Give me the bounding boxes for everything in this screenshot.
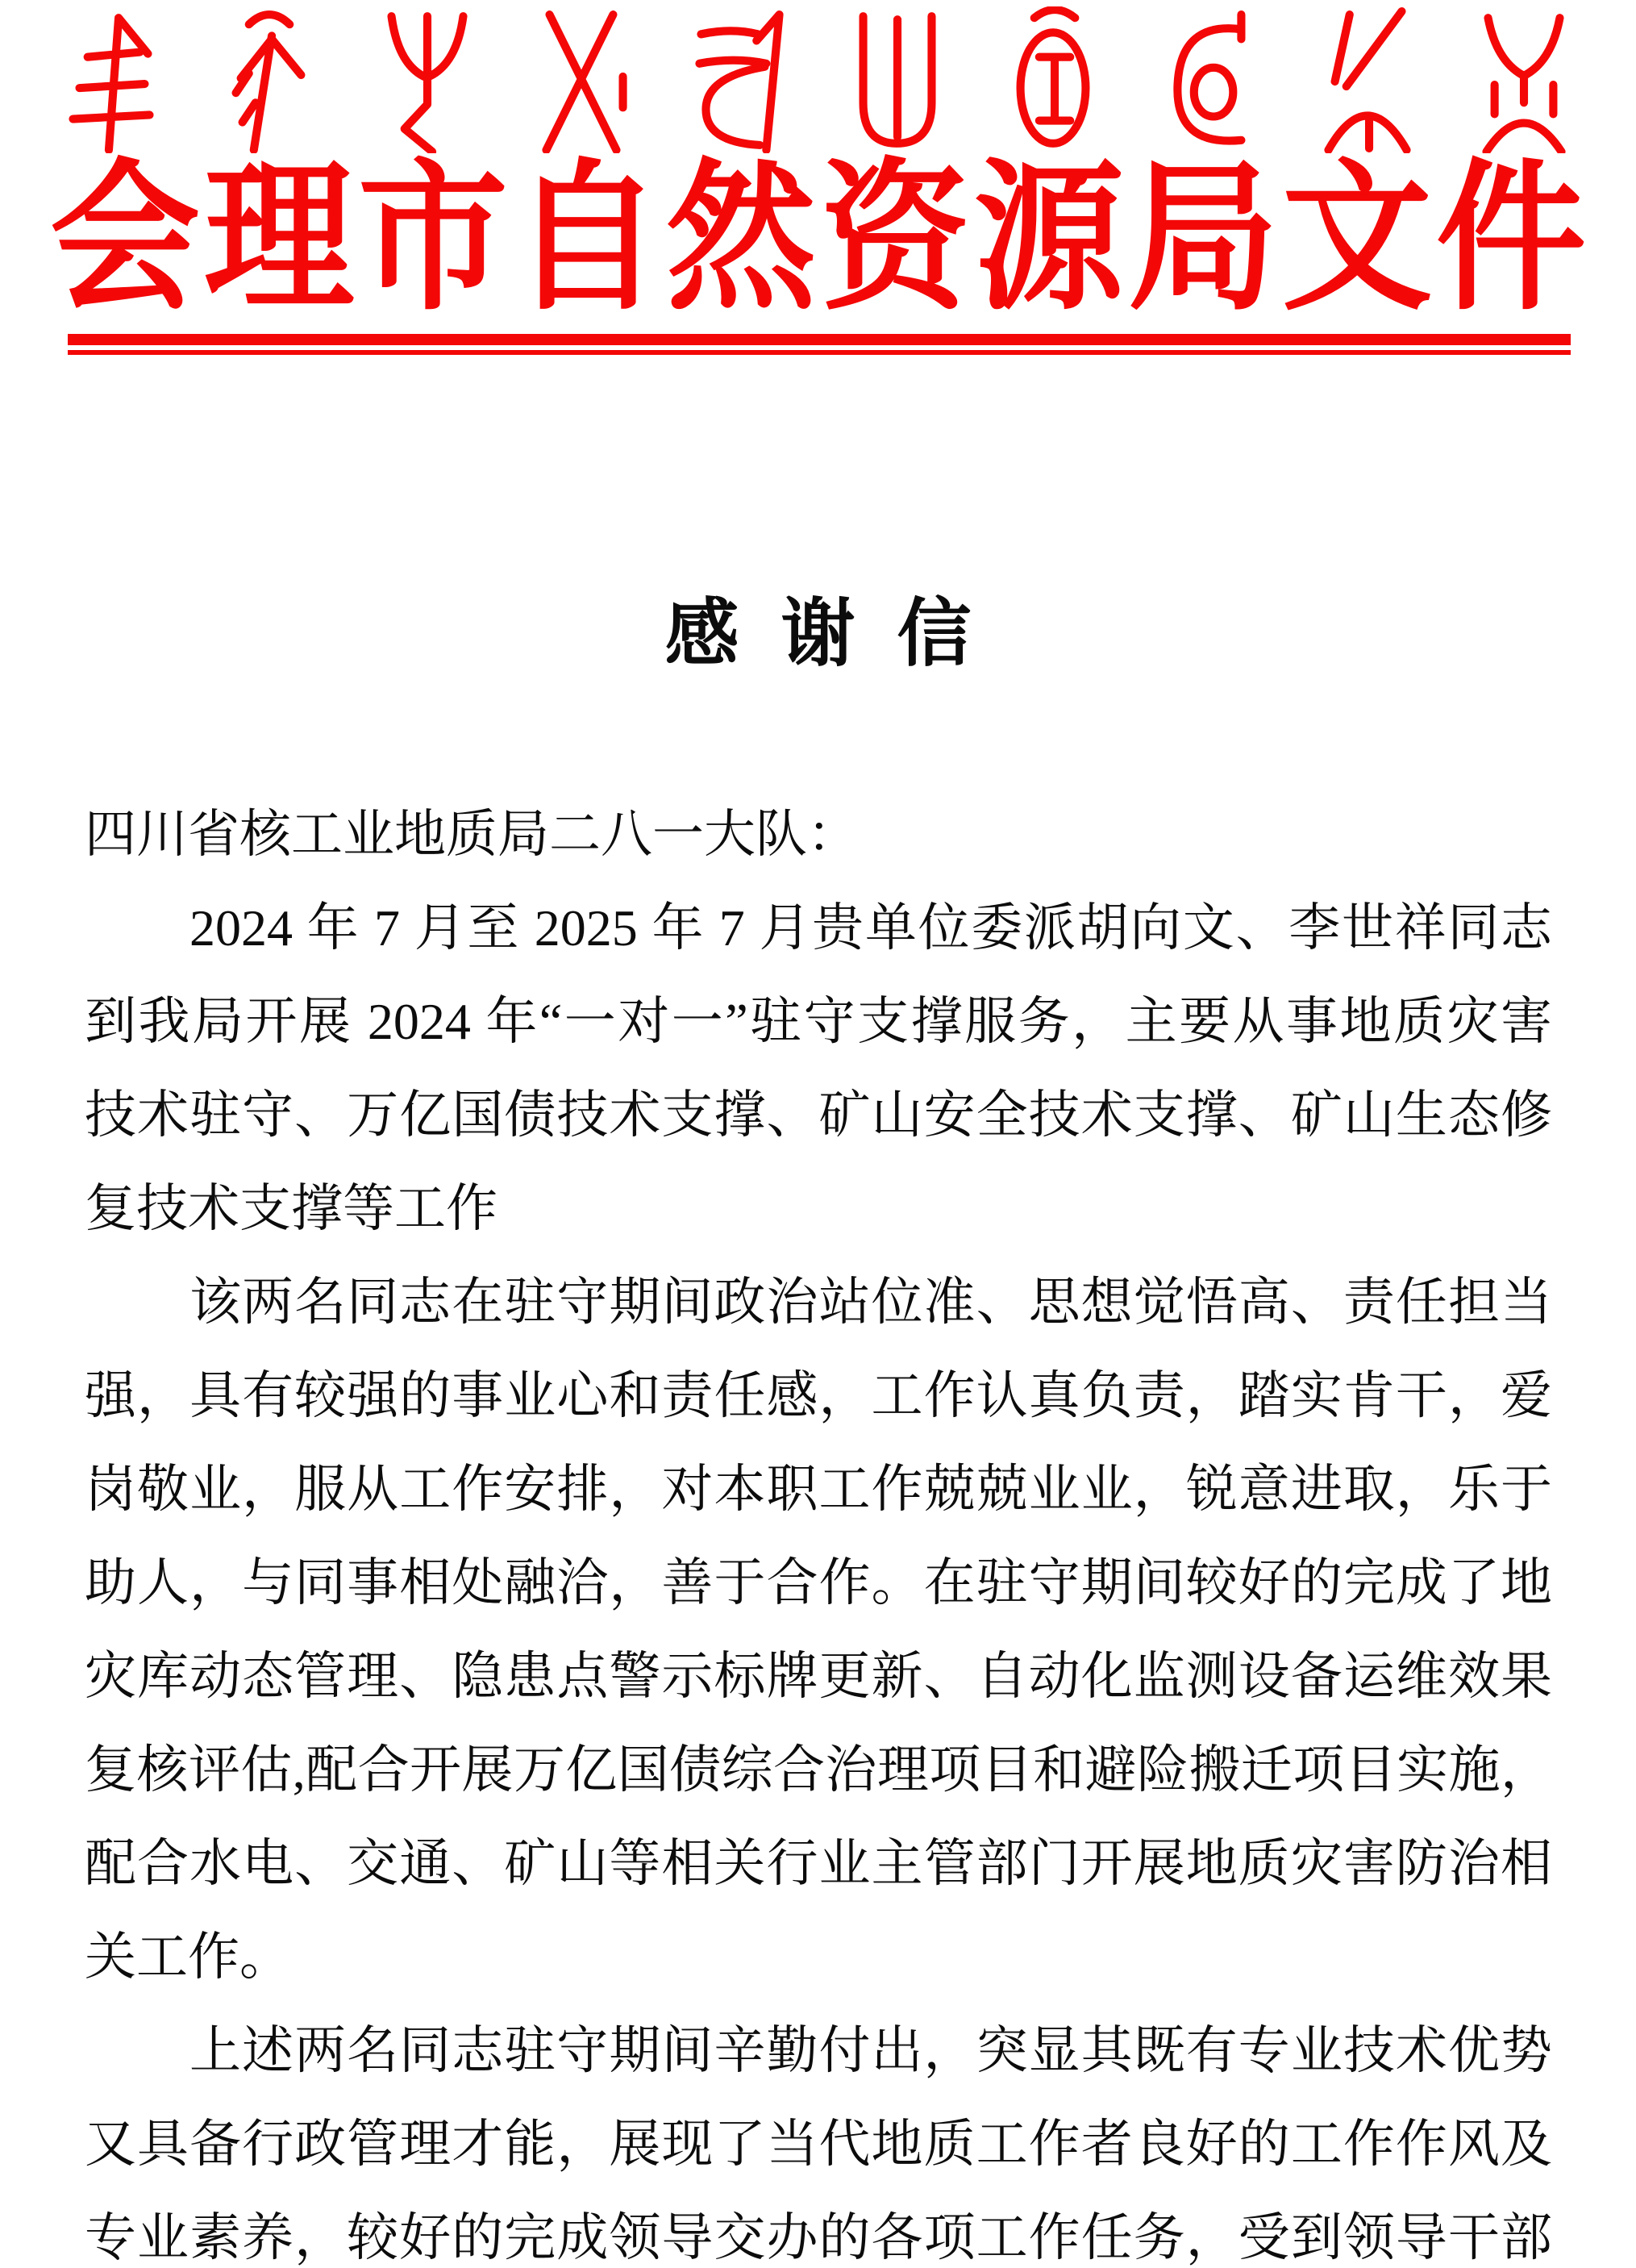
body-line: 灾库动态管理、隐患点警示标牌更新、自动化监测设备运维效果 (85, 1648, 1552, 1705)
body-line: 技术驻守、万亿国债技术支撑、矿山安全技术支撑、矿山生态修 (85, 1086, 1552, 1144)
letter-title: 感谢信 (664, 593, 1014, 675)
yi-script-row (68, 6, 1568, 155)
yi-char-9-icon (1322, 6, 1412, 153)
body-line: 该两名同志在驻守期间政治站位准、思想觉悟高、责任担当 (189, 1274, 1552, 1331)
body-line: 2024 年 7 月至 2025 年 7 月贵单位委派胡向文、李世祥同志 (189, 899, 1552, 957)
body-line: 到我局开展 2024 年“一对一”驻守支撑服务，主要从事地质灾害 (85, 993, 1552, 1050)
body-line: 专业素养，较好的完成领导交办的各项工作任务，受到领导干部 (85, 2209, 1552, 2266)
header-rule-thick (68, 334, 1571, 345)
body-line: 强，具有较强的事业心和责任感，工作认真负责，踏实肯干，爱 (85, 1367, 1552, 1424)
body-line: 复技术支撑等工作 (85, 1180, 497, 1237)
yi-char-1-icon (68, 6, 158, 153)
body-line: 助人，与同事相处融洽，善于合作。在驻守期间较好的完成了地 (85, 1554, 1552, 1611)
salutation-line: 四川省核工业地质局二八一大队： (85, 806, 859, 863)
body-line: 岗敬业，服从工作安排，对本职工作兢兢业业，锐意进取，乐于 (85, 1461, 1552, 1518)
letter-title-row (0, 582, 1636, 673)
yi-char-10-icon (1478, 6, 1568, 153)
yi-char-5-icon (694, 6, 785, 153)
yi-char-3-icon (381, 6, 472, 153)
agency-headline: 会理市自然资源局文件 (50, 150, 1586, 330)
body-line: 复核评估,配合开展万亿国债综合治理项目和避险搬迁项目实施， (85, 1741, 1552, 1799)
body-line: 上述两名同志驻守期间辛勤付出，突显其既有专业技术优势 (189, 2022, 1552, 2079)
yi-char-8-icon (1164, 6, 1255, 153)
yi-char-7-icon (1008, 6, 1098, 153)
letter-body (85, 788, 1552, 2268)
yi-char-6-icon (851, 6, 942, 153)
yi-char-2-icon (224, 6, 314, 153)
body-line: 关工作。 (85, 1928, 291, 1986)
body-line: 配合水电、交通、矿山等相关行业主管部门开展地质灾害防治相 (85, 1835, 1552, 1892)
yi-char-4-icon (538, 6, 628, 153)
body-line: 又具备行政管理才能，展现了当代地质工作者良好的工作作风及 (85, 2116, 1552, 2173)
header-rule-thin (68, 350, 1571, 355)
